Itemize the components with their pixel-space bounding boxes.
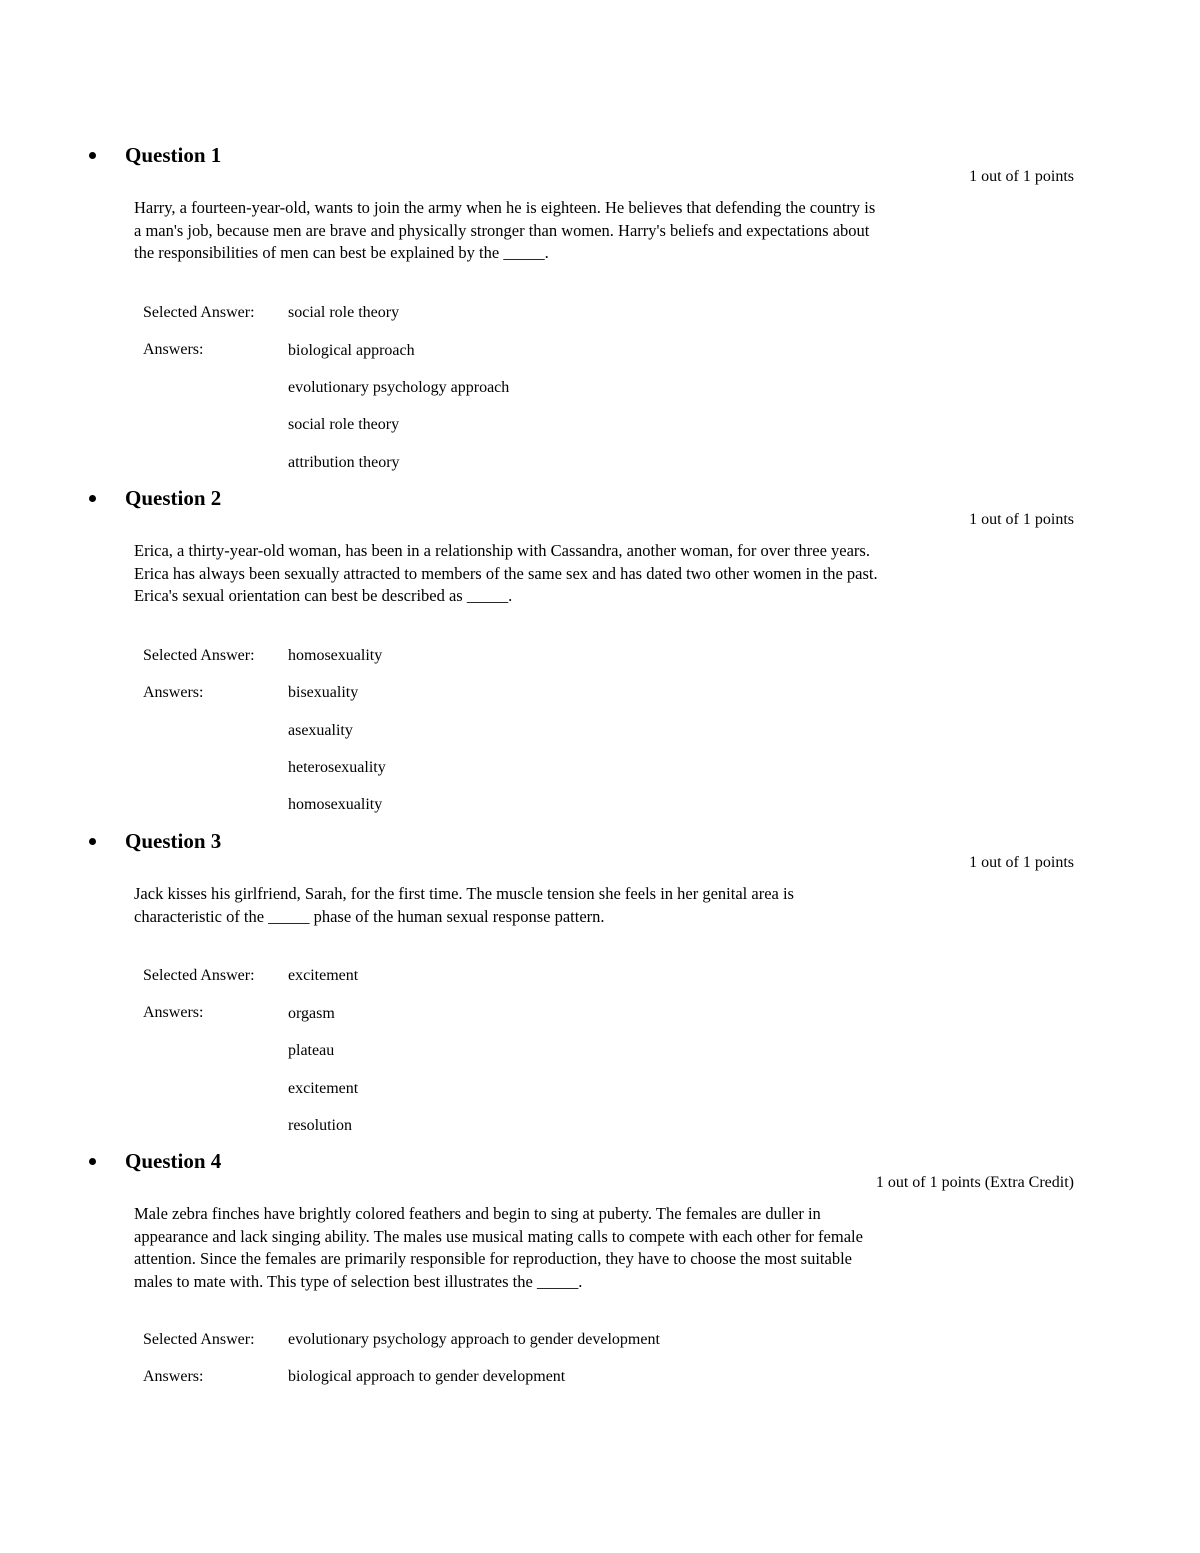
question-text-line: Jack kisses his girlfriend, Sarah, for the first time. The muscle tension she feels in her genital area is (134, 884, 794, 903)
question-text (134, 197, 1034, 265)
question-text (134, 540, 1034, 608)
answer-option: excitement (288, 1080, 359, 1097)
question-text-line: attention. Since the females are primarily responsible for reproduction, they have to choose the most suitable (134, 1249, 852, 1268)
question-text-line: Erica has always been sexually attracted to members of the same sex and has dated two other women in the past. (134, 563, 878, 583)
answer-option: biological approach (288, 342, 415, 359)
answer-option: evolutionary psychology approach (288, 379, 510, 396)
answer-option: resolution (288, 1117, 352, 1134)
answer-option: social role theory (288, 416, 400, 433)
question-points: 1 out of 1 points (969, 511, 1074, 528)
selected-answer-label: Selected Answer: (143, 967, 255, 984)
answers-label: Answers: (143, 684, 204, 701)
selected-answer-label: Selected Answer: (143, 647, 255, 664)
question-text-line: characteristic of the _____ phase of the human sexual response pattern. (134, 906, 605, 926)
question-text (134, 883, 1034, 928)
question-text-line: Harry, a fourteen-year-old, wants to join the army when he is eighteen. He believes that defending the country is (134, 198, 876, 217)
question-title: Question 2 (125, 486, 222, 510)
selected-answer-value: homosexuality (288, 647, 383, 664)
question-points: 1 out of 1 points (Extra Credit) (875, 1174, 1074, 1191)
question-points: 1 out of 1 points (969, 854, 1074, 871)
bullet-icon (89, 152, 96, 159)
question-title: Question 3 (125, 829, 222, 853)
question-text-line: males to mate with. This type of selection best illustrates the _____. (134, 1271, 583, 1291)
selected-answer-value: evolutionary psychology approach to gender development (288, 1331, 660, 1348)
answers-label: Answers: (143, 1368, 204, 1385)
question-text-line: Male zebra finches have brightly colored feathers and begin to sing at puberty. The females are duller in (134, 1204, 821, 1223)
selected-answer-label: Selected Answer: (143, 304, 255, 321)
answer-option: heterosexuality (288, 759, 386, 776)
question-title: Question 1 (125, 143, 222, 167)
question-text-line: Erica's sexual orientation can best be described as _____. (134, 586, 513, 605)
answers-label: Answers: (143, 341, 204, 358)
bullet-icon (89, 838, 96, 845)
selected-answer-label: Selected Answer: (143, 1331, 255, 1348)
answer-option: homosexuality (288, 796, 383, 813)
selected-answer-value: social role theory (288, 304, 400, 321)
question-text (134, 1203, 1034, 1293)
question-text-line: appearance and lack singing ability. The males use musical mating calls to compete with each other for female (134, 1226, 863, 1246)
answer-option: asexuality (288, 722, 353, 739)
answer-option: attribution theory (288, 454, 400, 471)
question-title: Question 4 (125, 1149, 222, 1173)
question-text-line: the responsibilities of men can best be explained by the _____. (134, 243, 549, 262)
answer-option: bisexuality (288, 684, 359, 701)
selected-answer-value: excitement (288, 967, 359, 984)
bullet-icon (89, 1158, 96, 1165)
bullet-icon (89, 495, 96, 502)
answers-label: Answers: (143, 1004, 204, 1021)
answer-option: biological approach to gender development (288, 1368, 566, 1385)
question-text-line: a man's job, because men are brave and physically stronger than women. Harry's beliefs and expectations about (134, 220, 870, 240)
answer-option: plateau (288, 1042, 335, 1059)
question-text-line: Erica, a thirty-year-old woman, has been in a relationship with Cassandra, another woman, for over three years. (134, 541, 870, 560)
question-points: 1 out of 1 points (969, 168, 1074, 185)
answer-option: orgasm (288, 1005, 335, 1022)
